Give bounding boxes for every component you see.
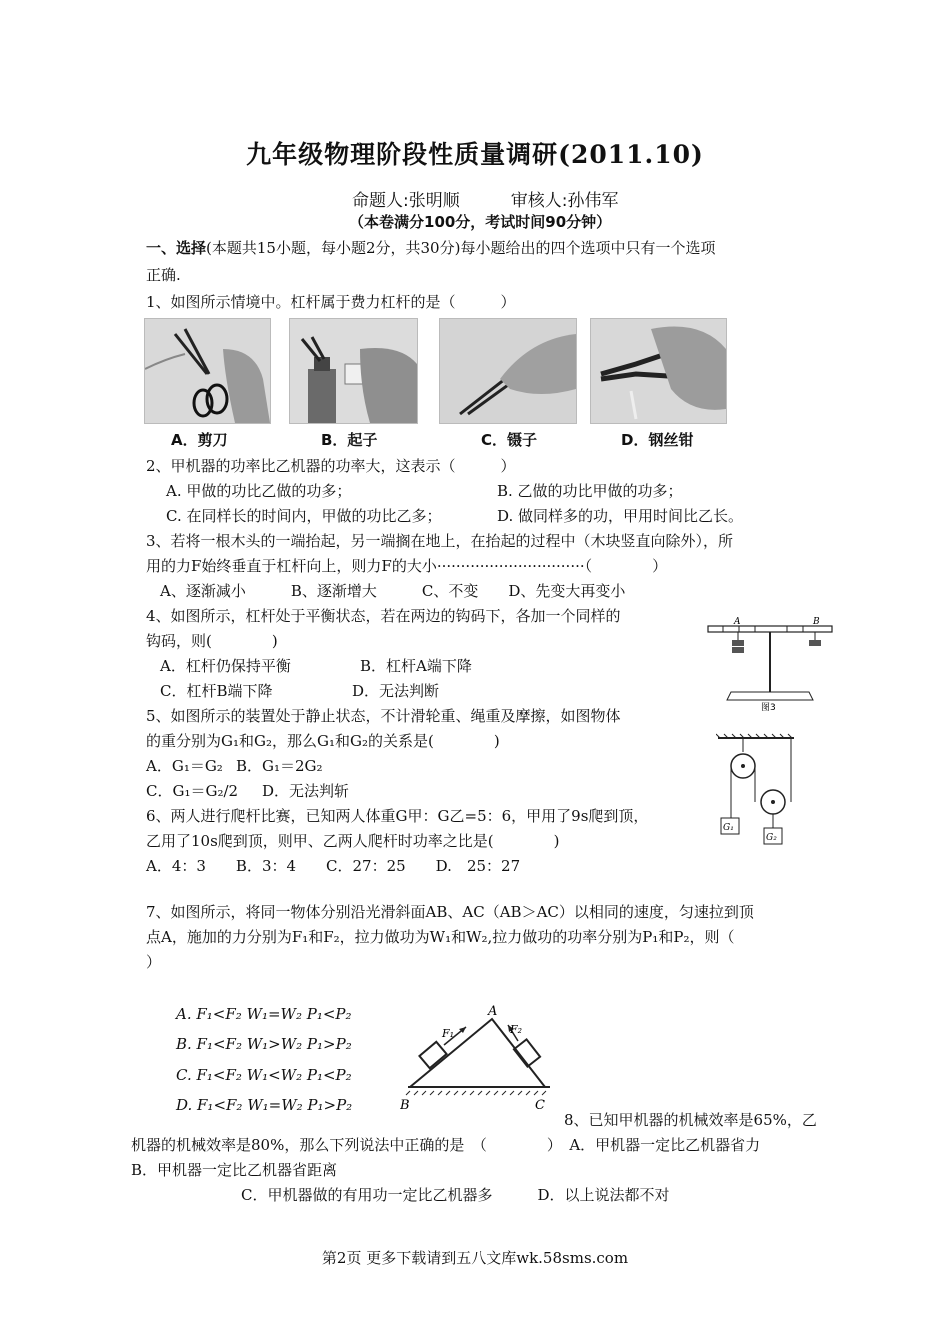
figure-3-label: 图3 [761,703,776,712]
q4-option-a: A．杠杆仍保持平衡 [160,657,291,675]
scissors-illustration [145,319,270,423]
q7-option-b: B. F₁<F₂ W₁>W₂ P₁>P₂ [176,1035,352,1053]
q8-line1: 8、已知甲机器的机械效率是65%，乙 [564,1111,817,1129]
q8-line2: 机器的机械效率是80%，那么下列说法中正确的是 （ ） A．甲机器一定比乙机器省力 [131,1136,761,1154]
label-a: A [488,1005,498,1019]
section1-intro-line2: 正确. [146,266,181,284]
q6-line1: 6、两人进行爬杆比赛，已知两人体重G甲：G乙=5：6，甲用了9s爬到顶， [146,807,649,825]
q7-line3: ） [146,953,162,971]
tweezers-illustration [440,319,576,423]
q1-photo-tweezers [439,318,577,424]
page-footer: 第2页 更多下载请到五八文库wk.58sms.com [321,1249,629,1267]
q4-lever-figure [703,612,840,712]
section1-heading: 一、选择 [146,239,207,257]
page-title: 九年级物理阶段性质量调研(2011.10) [246,140,704,169]
q4-line2: 钩码，则( ) [146,632,278,650]
q2-option-c: C. 在同样长的时间内，甲做的功比乙多； [166,507,442,525]
q1-stem: 1、如图所示情境中。杠杆属于费力杠杆的是（ ） [146,293,516,311]
q5-pulley-figure [716,732,796,852]
q5-option-a: A．G₁＝G₂ [146,757,223,775]
q7-option-a: A. F₁<F₂ W₁=W₂ P₁<P₂ [176,1005,352,1023]
q6-options: A．4：3 B．3：4 C．27：25 D. 25：27 [146,857,521,875]
q7-option-d: D. F₁<F₂ W₁=W₂ P₁>P₂ [176,1096,353,1114]
bottle-opener-illustration [290,319,417,423]
lever-base [727,692,813,700]
q4-option-b: B．杠杆A端下降 [360,657,472,675]
q1-photo-pliers [590,318,727,424]
q7-incline-figure [400,1005,560,1115]
q1-photo-scissors [144,318,271,424]
label-f2: F₂ [510,1023,523,1036]
label-b: B [400,1098,410,1113]
exam-note: （本卷满分100分，考试时间90分钟） [349,213,612,231]
weight-b1 [809,640,821,646]
section1-intro-line [146,238,715,258]
q5-line1: 5、如图所示的装置处于静止状态，不计滑轮重、绳重及摩擦，如图物体 [146,707,621,725]
label-g2: G₂ [766,833,777,843]
q4-line1: 4、如图所示，杠杆处于平衡状态，若在两边的钩码下，各加一个同样的 [146,607,621,625]
weight-a1 [732,640,744,646]
q5-option-b: B．G₁＝2G₂ [236,757,323,775]
q7-line2: 点A，施加的力分别为F₁和F₂，拉力做功为W₁和W₂,拉力做功的功率分别为P₁和P₂，则（ [146,928,735,946]
q2-option-b: B. 乙做的功比甲做的功多； [497,482,683,500]
q5-line2: 的重分别为G₁和G₂，那么G₁和G₂的关系是( ) [146,732,500,750]
author-line: 命题人:张明顺 审核人:孙伟军 [352,191,619,211]
q1-caption-c: C．镊子 [481,431,538,449]
weight-a2 [732,647,744,653]
pliers-illustration [591,319,726,423]
q7-option-c: C. F₁<F₂ W₁<W₂ P₁<P₂ [176,1066,352,1084]
lever-label-a: A [734,617,741,627]
q4-option-c: C．杠杆B端下降 [160,682,273,700]
q3-line1: 3、若将一根木头的一端抬起，另一端搁在地上，在抬起的过程中（木块竖直向除外），所 [146,532,734,550]
incline-slopes [410,1019,545,1087]
q5-option-c: C．G₁＝G₂/2 [146,782,239,800]
section1-intro: (本题共15小题，每小题2分，共30分)每小题给出的四个选项中只有一个选项 [206,239,716,257]
q5-option-d: D．无法判斩 [262,782,350,800]
q2-option-a: A. 甲做的功比乙做的功多； [166,482,352,500]
q8-line3: B．甲机器一定比乙机器省距离 [131,1161,338,1179]
label-c: C [535,1098,545,1113]
q6-line2: 乙用了10s爬到顶，则甲、乙两人爬杆时功率之比是( ) [146,832,560,850]
q2-stem: 2、甲机器的功率比乙机器的功率大，这表示（ ） [146,457,516,475]
q1-caption-b: B．起子 [321,431,378,449]
q1-caption-a: A．剪刀 [171,431,228,449]
q4-option-d: D．无法判断 [352,682,440,700]
q1-photo-opener [289,318,418,424]
q3-line2: 用的力F始终垂直于杠杆向上，则力F的大小·······························（ ） [146,557,668,575]
block-left [419,1042,446,1068]
lever-label-b: B [813,617,820,627]
q2-option-d: D. 做同样多的功，甲用时间比乙长。 [497,507,744,525]
q1-caption-d: D．钢丝钳 [621,431,694,449]
q8-line4: C．甲机器做的有用功一定比乙机器多 D．以上说法都不对 [241,1186,670,1204]
label-g1: G₁ [723,823,734,833]
q3-options: A、逐渐减小 B、逐渐增大 C、不变 D、先变大再变小 [160,582,626,600]
label-f1: F₁ [442,1027,455,1040]
q7-line1: 7、如图所示，将同一物体分别沿光滑斜面AB、AC（AB＞AC）以相同的速度，匀速拉到顶 [146,903,754,921]
